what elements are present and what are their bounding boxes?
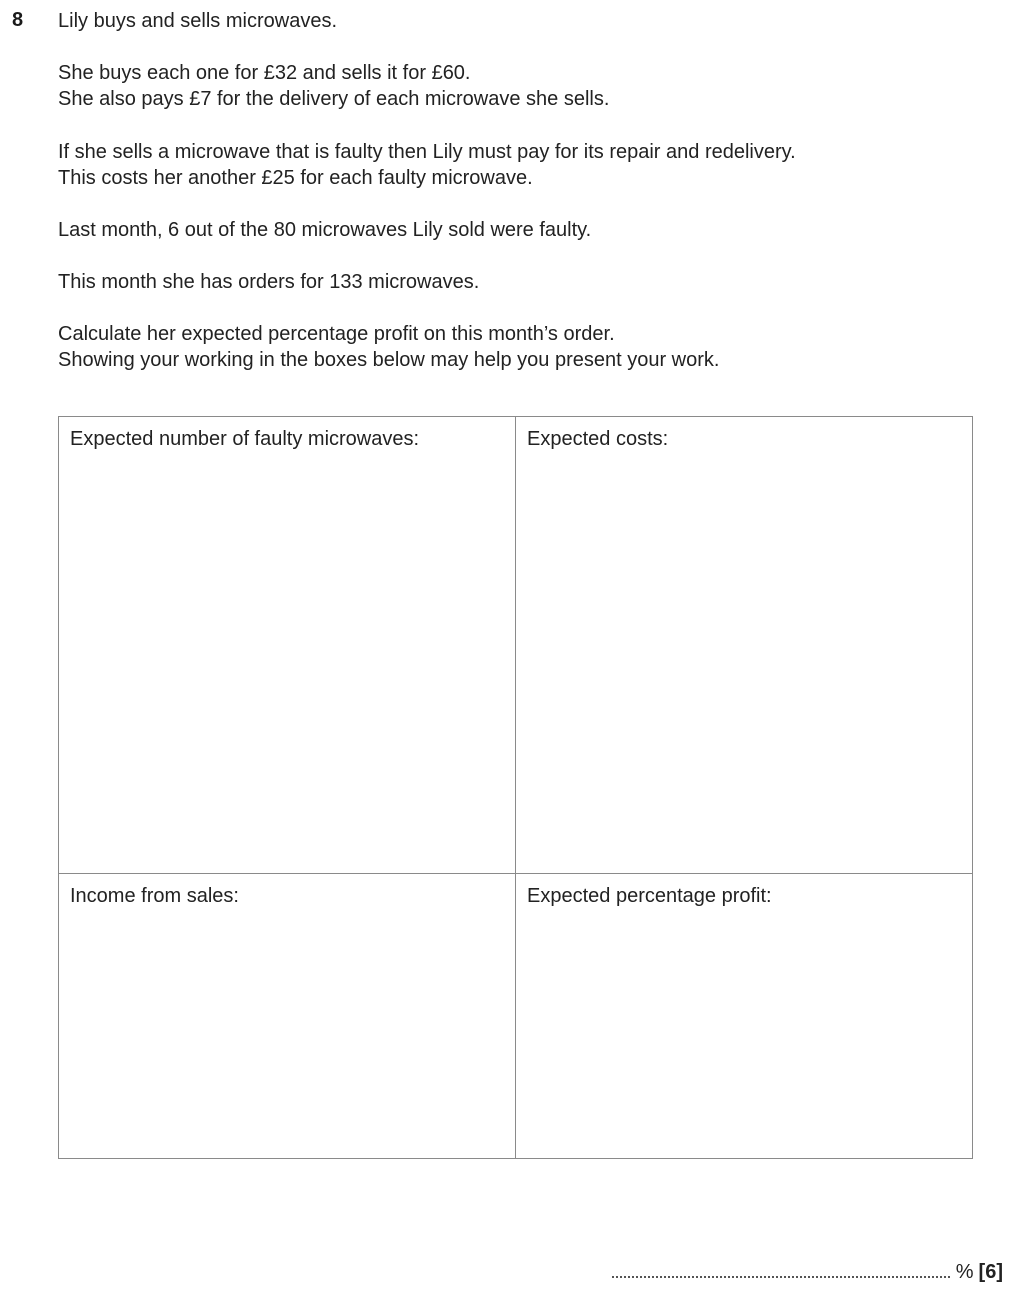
question-paragraph-4 [58, 217, 591, 243]
question-line: This month she has orders for 133 microwaves. [58, 271, 480, 293]
question-line: She buys each one for £32 and sells it for £60. [58, 62, 471, 84]
question-line: If she sells a microwave that is faulty then Lily must pay for its repair and redelivery. [58, 141, 796, 163]
question-number: 8 [12, 9, 24, 31]
question-line: She also pays £7 for the delivery of each microwave she sells. [58, 88, 610, 110]
question-line: Showing your working in the boxes below may help you present your work. [58, 349, 720, 371]
question-paragraph-5 [58, 269, 479, 295]
percentage-profit-box[interactable] [516, 874, 972, 1158]
question-paragraph-3 [58, 139, 796, 191]
question-paragraph-2 [58, 60, 609, 112]
question-line: Lily buys and sells microwaves. [58, 10, 337, 32]
question-line: Last month, 6 out of the 80 microwaves Lily sold were faulty. [58, 219, 592, 241]
question-paragraph-1 [58, 8, 337, 34]
marks-label: [6] [978, 1261, 1003, 1283]
question-line: Calculate her expected percentage profit on this month’s order. [58, 323, 615, 345]
faulty-microwaves-box[interactable] [59, 417, 516, 874]
question-paragraph-6 [58, 321, 719, 373]
question-line: This costs her another £25 for each faulty microwave. [58, 167, 533, 189]
expected-costs-label: Expected costs: [527, 428, 669, 450]
working-grid [58, 416, 973, 1159]
answer-input-dotted-line[interactable] [612, 1260, 950, 1278]
faulty-microwaves-label: Expected number of faulty microwaves: [70, 428, 420, 450]
percentage-profit-label: Expected percentage profit: [527, 885, 772, 907]
expected-costs-box[interactable] [516, 417, 972, 874]
income-from-sales-box[interactable] [59, 874, 516, 1158]
income-from-sales-label: Income from sales: [70, 885, 239, 907]
answer-unit: % [955, 1261, 974, 1283]
answer-line [612, 1260, 1003, 1284]
